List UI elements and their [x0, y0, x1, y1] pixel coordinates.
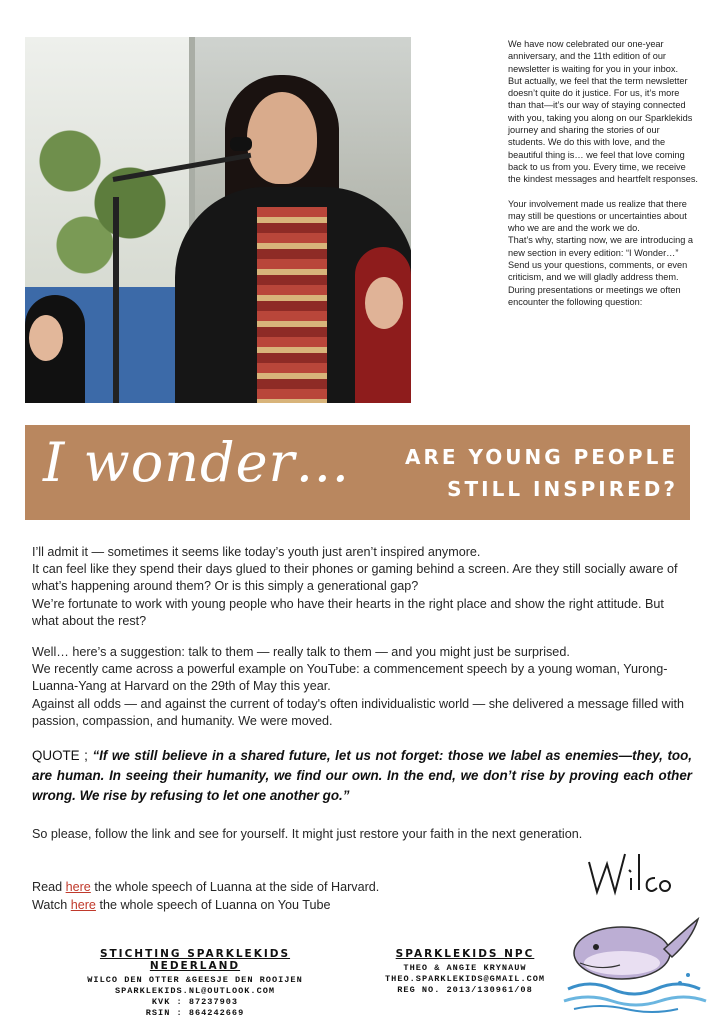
- read-line: Read here the whole speech of Luanna at the side of Harvard.: [32, 880, 380, 894]
- microphone-stand: [113, 197, 119, 403]
- microphone-icon: [230, 137, 252, 151]
- intro-text: [508, 38, 698, 308]
- footer-left-rsin: RSIN : 864242669: [145, 1008, 245, 1018]
- audience-person-right: [355, 247, 411, 403]
- banner-title: I wonder…: [43, 431, 351, 494]
- quote-text: “If we still believe in a shared future, let us not forget: those we label as enemies—they, too, are human. In seeing their humanity, we find our own. In the end, we don’t rise by proving each other wrong. We rise by refusing to let one another go.”: [32, 748, 693, 803]
- wilco-signature: [585, 848, 675, 902]
- speech-links: [32, 878, 452, 914]
- body-paragraph-4: Well… here’s a suggestion: talk to them — really talk to them — and you might just be surprised.: [32, 645, 570, 660]
- watch-speech-link[interactable]: here: [70, 898, 96, 912]
- banner-question-line-2: STILL INSPIRED?: [447, 477, 678, 501]
- banner-question-line-1: ARE YOUNG PEOPLE: [404, 445, 678, 469]
- footer-sparklekids-nl: [60, 948, 330, 1019]
- read-speech-link[interactable]: here: [65, 880, 91, 894]
- speaker-face: [247, 92, 317, 184]
- intro-paragraph-4: That’s why, starting now, we are introducing a new section in every edition: “I Wonder…”: [508, 235, 694, 258]
- body-paragraph-6: Against all odds — and against the current of today's often individualistic world — she delivered a message filled with passion, compassion, and humanity. We were moved.: [32, 696, 685, 728]
- watch-line: Watch here the whole speech of Luanna on You Tube: [32, 898, 331, 912]
- intro-paragraph-2: But actually, we feel that the term newsletter doesn’t quite do it justice. For us, it’s more than that—it’s our way of staying connected with you, taking you along on our Sparklekids journey and sharing the stories of our students. We do this with love, and the beautiful thing is… we feel that love coming back to us from you. Every time, we receive the kindest messages and heartfelt responses.: [508, 75, 698, 185]
- intro-paragraph-5: Send us your questions, comments, or even criticism, and we will gladly address them. During presentations or meetings we often encounter the following question:: [508, 260, 688, 307]
- footer-left-line-1: WILCO DEN OTTER &GEESJE DEN ROOIJEN: [87, 975, 303, 985]
- footer-left-email[interactable]: SPARKLEKIDS.NL@OUTLOOK.COM: [114, 986, 276, 996]
- i-wonder-banner: [25, 425, 690, 520]
- whale-logo-icon: [560, 905, 710, 1017]
- foliage: [25, 77, 175, 287]
- body-paragraph-5: We recently came across a powerful example on YouTube: a commencement speech by a young woman, Yurong-Luanna-Yang at Harvard on the 29th of May this year.: [32, 662, 668, 694]
- footer-left-kvk: KVK : 87237903: [151, 997, 239, 1007]
- speech-photo: [25, 37, 411, 403]
- body-paragraph-3: We’re fortunate to work with young people who have their hearts in the right place and show the right attitude. But what about the rest?: [32, 596, 664, 628]
- signature-icon: [585, 848, 675, 902]
- intro-paragraph-3: Your involvement made us realize that there may still be questions or uncertainties about who we are and the work we do.: [508, 198, 687, 234]
- footer-left-title: STICHTING SPARKLEKIDS NEDERLAND: [99, 948, 291, 972]
- footer-right-line-1: THEO & ANGIE KRYNAUW: [403, 963, 527, 973]
- closing-paragraph: So please, follow the link and see for yourself. It might just restore your faith in the next generation.: [32, 827, 583, 841]
- quote-label: QUOTE ;: [32, 748, 93, 763]
- intro-paragraph-1: We have now celebrated our one-year anniversary, and the 11th edition of our newsletter is waiting for you in your inbox.: [508, 39, 679, 74]
- banner-question: [405, 441, 678, 505]
- body-paragraph-1: I’ll admit it — sometimes it seems like today’s youth just aren’t inspired anymore.: [32, 545, 481, 559]
- speech-quote: [32, 746, 692, 806]
- footer-right-reg: REG NO. 2013/130961/08: [397, 985, 533, 995]
- audience-person-left: [25, 295, 85, 403]
- article-body: [32, 544, 692, 730]
- body-paragraph-2: It can feel like they spend their days glued to their phones or gaming behind a screen. Are they still socially aware of what’s happening around them? Or is this simply a generational gap?: [32, 562, 678, 594]
- footer-right-title: SPARKLEKIDS NPC: [395, 948, 535, 960]
- footer-sparklekids-npc: [385, 948, 545, 996]
- footer-right-email[interactable]: THEO.SPARKLEKIDS@GMAIL.COM: [385, 974, 546, 984]
- speaker-sash: [257, 207, 327, 403]
